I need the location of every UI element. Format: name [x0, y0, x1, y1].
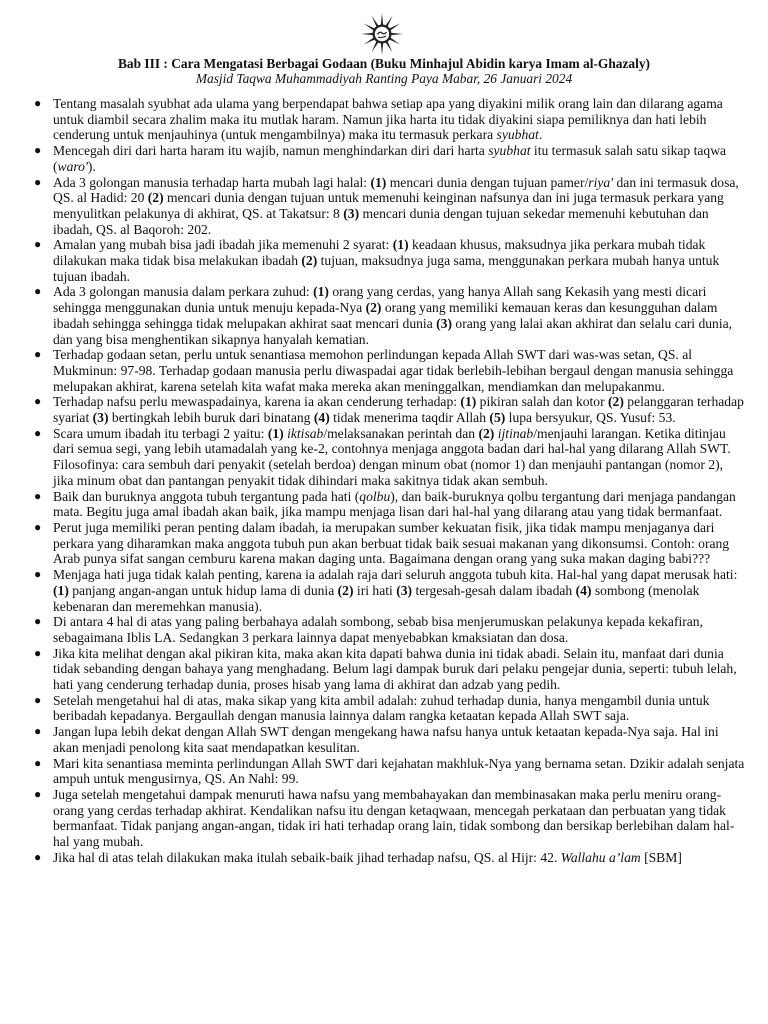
list-item-text: Mari kita senantiasa meminta perlindungan Allah SWT dari kejahatan makhluk-Nya yang bernama setan. Dzikir adalah senjata ampuh untuk mengusirnya, QS. An Nahl: 99.: [53, 755, 745, 787]
list-item-text: keadaan khusus, maksudnya jika perkara mubah tidak dilakukan maka tidak bisa melakukan ibadah: [53, 237, 706, 269]
bullet-list: [34, 96, 746, 865]
list-item-text: Mencegah diri dari harta haram itu wajib, namun menghindarkan diri dari harta: [53, 143, 489, 159]
list-item: [34, 489, 746, 520]
list-item-text: qolbu: [359, 488, 391, 504]
list-item-text: orang yang lalai akan akhirat dan selalu cari dunia, dan yang bisa menghentikan sikapnya hanyalah kematian.: [53, 315, 733, 347]
list-item-text: /menjauhi larangan. Ketika ditinjau dari semua segi, yang lebih utamadalah yang ke-2, contohnya menjaga anggota badan dari hal-hal yang dilarang Allah SWT. Filosofinya: cara sembuh dari penyakit (setelah berdoa) dengan minum obat (nomor 1) dan menjauhi pantangan (nomor 2), jika minum obat dan pantangan penyakit tidak dihindari maka sakitnya tidak akan sembuh.: [53, 425, 731, 488]
list-item-text: (1): [313, 284, 329, 300]
list-item-text: ).: [87, 158, 96, 174]
list-item-text: (3): [396, 582, 413, 598]
list-item-text: [SBM]: [640, 849, 682, 865]
bullet-icon: ●: [34, 692, 42, 707]
list-item-text: (1): [392, 237, 409, 253]
list-item-text: (2): [365, 300, 382, 316]
list-item-text: riya': [588, 174, 614, 190]
sun-ray: [389, 24, 400, 31]
bullet-icon: ●: [34, 755, 42, 770]
list-item-text: tergesah-gesah dalam ibadah: [412, 582, 576, 598]
bullet-icon: ●: [34, 786, 42, 801]
list-item: [34, 756, 746, 787]
list-item-text: (1): [370, 174, 387, 190]
list-item-text: orang yang memiliki kemauan keras dan kesungguhan dalam ibadah sehingga sehingga tidak melupakan akhirat saat mencari dunia: [53, 300, 718, 331]
list-item: [34, 426, 746, 489]
list-item-text: (3): [436, 315, 452, 331]
list-item-text: syubhat: [496, 127, 539, 143]
list-item-text: (2): [337, 582, 354, 598]
sun-ray: [381, 13, 383, 25]
list-item-text: Perut juga memiliki peran penting dalam ibadah, ia merupakan sumber kekuatan fisik, jika tidak mampu menjaganya dari perkara yang diharamkan maka anggota tubuh pun akan berbuat tidak baik sesuai makanan yang dikonsumsi. Contoh: orang Arab punya sifat sangan cemburu karena makan daging unta. Bagaimana dengan orang yang suka makan daging babi???: [53, 519, 730, 567]
list-item-text: mencari dunia dengan tujuan pamer/: [386, 174, 589, 190]
list-item-text: (1): [267, 425, 284, 441]
list-item: [34, 284, 746, 347]
list-item-text: (1): [460, 394, 477, 410]
list-item-text: /melaksanakan perintah dan: [323, 425, 479, 441]
list-item-text: (2): [608, 394, 624, 410]
list-item-text: Jangan lupa lebih dekat dengan Allah SWT dengan mengekang hawa nafsu hanya untuk ketaatan kepada-Nya saja. Hal ini akan menjadi penolong kita saat mendapatkan kesulitan.: [53, 724, 719, 755]
muhammadiyah-sun-emblem-icon: [359, 12, 405, 56]
sun-ray: [361, 33, 373, 35]
sun-ray: [364, 37, 375, 44]
bullet-icon: ●: [34, 645, 42, 660]
list-item-text: Ada 3 golongan manusia dalam perkara zuhud:: [53, 284, 314, 300]
sun-ray: [389, 37, 400, 44]
list-item-text: Scara umum ibadah itu terbagi 2 yaitu:: [53, 425, 268, 441]
list-item-text: (2): [147, 190, 164, 206]
sun-ray: [391, 33, 403, 35]
list-item: [34, 614, 746, 645]
bullet-icon: ●: [34, 284, 42, 299]
bullet-icon: ●: [34, 425, 42, 440]
list-item-text: Amalan yang mubah bisa jadi ibadah jika memenuhi 2 syarat:: [53, 237, 393, 253]
list-item-text: mencari dunia dengan tujuan untuk memenuhi keinginan nafsunya dan ini juga termasuk perkara yang menyulitkan pelakunya di akhirat, QS. at Takatsur: 8: [53, 190, 724, 221]
bullet-icon: ●: [34, 567, 42, 582]
list-item-text: (2): [301, 253, 318, 269]
list-item: [34, 143, 746, 174]
sun-ray: [385, 16, 392, 27]
list-item-text: panjang angan-angan untuk hidup lama di dunia: [68, 582, 338, 598]
list-item-text: Menjaga hati juga tidak kalah penting, karena ia adalah raja dari seluruh anggota tubuh kita. Hal-hal yang dapat merusak hati:: [53, 567, 738, 583]
list-item: [34, 394, 746, 425]
list-item-text: waro': [57, 158, 88, 174]
document-subtitle: Masjid Taqwa Muhammadiyah Ranting Paya Mabar, 26 Januari 2024: [195, 71, 573, 86]
sun-ray: [364, 24, 375, 31]
sun-ray: [372, 41, 379, 52]
list-item: [34, 646, 746, 693]
list-item-text: (4): [313, 410, 330, 426]
list-item-text: Jika kita melihat dengan akal pikiran kita, maka akan kita dapati bahwa dunia ini tidak abadi. Selain itu, manfaat dari dunia tidak sebanding dengan bahaya yang menghadang. Belum lagi dampak buruk dari pelaku pengejar dunia, seperti: tubuh lelah, hati yang cenderung terhadap dunia, proses hisab yang lama di akhirat dan adzab yang pedih.: [53, 645, 737, 693]
list-item: [34, 96, 746, 143]
list-item-text: itu termasuk salah satu sikap taqwa (: [53, 143, 727, 174]
list-item-text: .: [538, 127, 543, 143]
list-item-text: Juga setelah mengetahui dampak menuruti hawa nafsu yang membahayakan dan membinasakan maka perlu meniru orang-orang yang cerdas terhadap akhirat. Kendalikan nafsu itu dengan ketaqwaan, mencegah perkataan dan perbuatan yang tidak bermanfaat. Tidak panjang angan-angan, tidak iri hati terhadap orang lain, tidak sombong dan bersikap berlebihan dalam hal-hal yang mubah.: [53, 786, 735, 850]
list-item-text: iktisab: [287, 425, 324, 441]
list-item-text: (4): [575, 582, 592, 598]
list-item-text: ), dan baik-buruknya qolbu tergantung dari menjaga pandangan mata. Begitu juga amal ibadah akan baik, jika mampu menjaga lisan dari hal-hal yang dilarang atau yang tidak bermanfaat.: [53, 488, 736, 520]
list-item-text: Jika hal di atas telah dilakukan maka itulah sebaik-baik jihad terhadap nafsu, QS. al Hijr: 42.: [53, 849, 561, 865]
bullet-icon: ●: [34, 96, 42, 110]
list-item-text: bertingkah lebih buruk dari binatang: [108, 410, 314, 426]
list-item: [34, 237, 746, 284]
list-item-text: mencari dunia dengan tujuan sekedar memenuhi kebutuhan dan ibadah, QS. al Baqoroh: 202.: [53, 205, 709, 237]
list-item: [34, 347, 746, 394]
bullet-icon: ●: [34, 394, 42, 409]
list-item-text: Setelah mengetahui hal di atas, maka sikap yang kita ambil adalah: zuhud terhadap dunia, hanya mengambil dunia untuk beribadah kepadanya. Bergaullah dengan manusia lainnya dalam rangka ketaatan kepada Allah SWT saja.: [53, 692, 710, 724]
list-item-text: Ada 3 golongan manusia terhadap harta mubah lagi halal:: [53, 174, 371, 190]
list-item: [34, 567, 746, 614]
list-item-text: (2): [478, 425, 495, 441]
list-item-text: Terhadap nafsu perlu mewaspadainya, karena ia akan cenderung terhadap:: [53, 394, 461, 410]
list-item-text: iri hati: [353, 582, 397, 598]
list-item-text: Tentang masalah syubhat ada ulama yang berpendapat bahwa setiap apa yang diyakini milik orang lain dan dilarang agama untuk diambil secara zhalim maka itu mutlak haram. Namun jika harta itu tidak diyakini siapa pemiliknya dan hati lebih cenderung untuk menjauhinya (untuk mengambilnya) maka itu termasuk perkara: [53, 96, 723, 143]
list-item-text: sombong (menolak kebenaran dan meremehkan manusia).: [53, 582, 700, 614]
list-item-text: (3): [343, 205, 360, 221]
bullet-icon: ●: [34, 849, 42, 864]
list-item-text: (1): [53, 582, 69, 598]
list-item-text: Wallahu a’lam: [560, 849, 641, 865]
bullet-icon: ●: [34, 488, 42, 503]
list-item-text: Terhadap godaan setan, perlu untuk senantiasa memohon perlindungan kepada Allah SWT dari was-was setan, QS. al Mukminun: 97-98. Terhadap godaan manusia perlu diwaspadai agar tidak berlebih-lebihan bergaul dengan manusia sehingga melupakan akhirat, karena setelah kita wafat maka mereka akan meninggalkan, mendiamkan dan melupakanmu.: [53, 347, 734, 394]
sun-ray: [372, 16, 379, 27]
list-item: [34, 175, 746, 238]
bullet-icon: ●: [34, 347, 42, 362]
list-item-text: orang yang cerdas, yang hanya Allah sang Kekasih yang mesti dicari sehingga menggunakan dunia untuk menuju kepada-Nya: [53, 284, 707, 316]
bullet-icon: ●: [34, 174, 42, 189]
sun-ray: [385, 41, 392, 52]
list-item-text: pelanggaran terhadap syariat: [53, 394, 744, 426]
list-item-text: Baik dan buruknya anggota tubuh tergantung pada hati (: [53, 488, 360, 504]
list-item-text: (5): [489, 410, 506, 426]
list-item: [34, 724, 746, 755]
list-item: [34, 850, 746, 866]
bullet-icon: ●: [34, 143, 42, 158]
bullet-icon: ●: [34, 614, 42, 629]
list-item-text: tujuan, maksudnya juga sama, menggunakan perkara mubah hanya untuk tujuan ibadah.: [53, 253, 720, 284]
list-item: [34, 787, 746, 850]
document-title: Bab III : Cara Mengatasi Berbagai Godaan (Buku Minhajul Abidin karya Imam al-Ghazaly): [118, 56, 650, 71]
sun-ray: [381, 43, 383, 55]
bullet-icon: ●: [34, 724, 42, 739]
list-item-text: syubhat: [488, 143, 531, 159]
list-item-text: ijtinab: [497, 425, 534, 441]
list-item-text: tidak menerima taqdir Allah: [329, 410, 490, 426]
list-item-text: lupa bersyukur, QS. Yusuf: 53.: [505, 410, 676, 426]
list-item-text: (3): [92, 410, 109, 426]
bullet-icon: ●: [34, 519, 42, 534]
list-item-text: Di antara 4 hal di atas yang paling berbahaya adalah sombong, sebab bisa menjerumuskan pelakunya kepada kekafiran, sebagaimana Iblis LA. Sedangkan 3 perkara lainnya dapat menyebabkan kmaksiatan dan dosa.: [53, 614, 703, 645]
list-item-text: dan ini termasuk dosa, QS. al Hadid: 20: [53, 174, 739, 206]
list-item: [34, 520, 746, 567]
bullet-icon: ●: [34, 237, 42, 252]
list-item-text: pikiran salah dan kotor: [476, 394, 609, 410]
list-item: [34, 693, 746, 724]
